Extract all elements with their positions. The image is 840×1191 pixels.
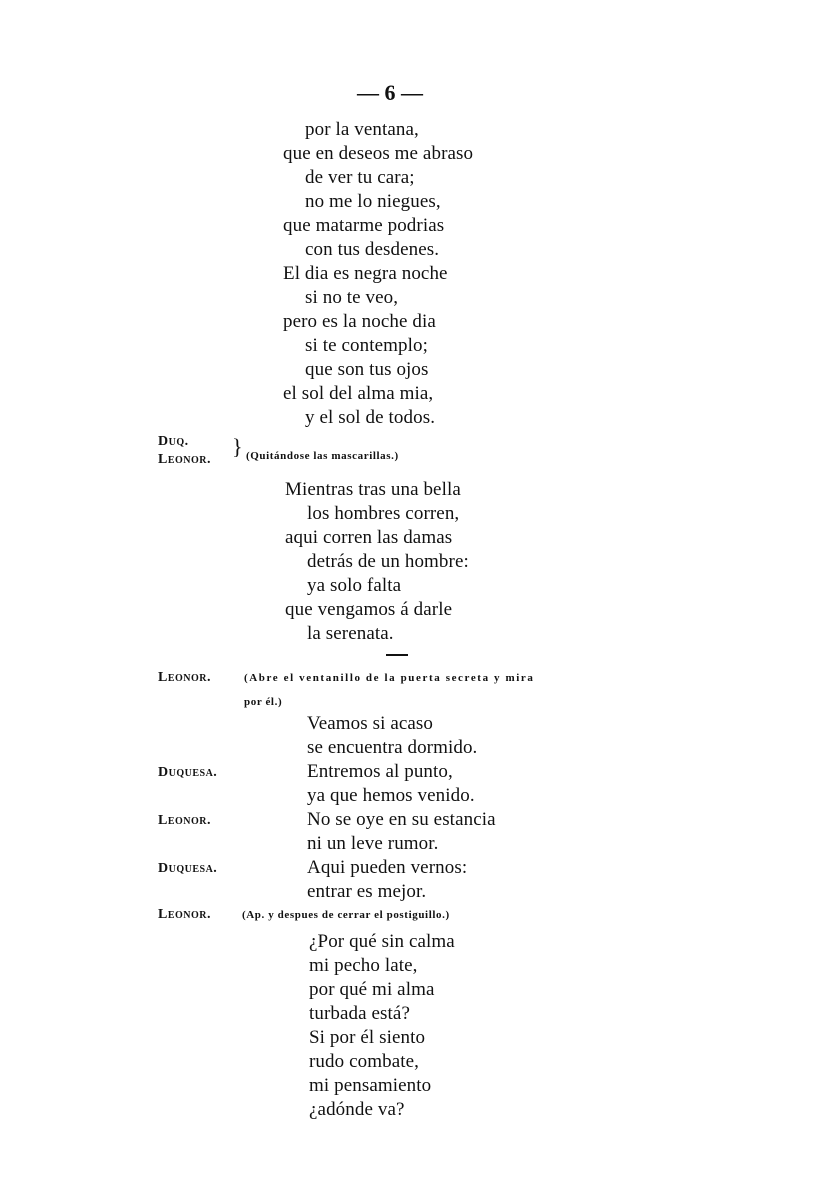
dialogue-line: No se oye en su estancia <box>307 809 496 830</box>
verse-line: detrás de un hombre: <box>307 551 469 572</box>
verse-line: por la ventana, <box>305 119 419 140</box>
speaker-name: Duquesa. <box>158 861 218 876</box>
dialogue-line: ni un leve rumor. <box>307 833 439 854</box>
verse-line: turbada está? <box>309 1003 410 1024</box>
verse-line: aqui corren las damas <box>285 527 453 548</box>
verse-line: que son tus ojos <box>305 359 429 380</box>
dialogue-line: ya que hemos venido. <box>307 785 475 806</box>
verse-line: El dia es negra noche <box>283 263 448 284</box>
verse-line: y el sol de todos. <box>305 407 436 428</box>
stage-direction: (Ap. y despues de cerrar el postiguillo.) <box>242 909 450 921</box>
section-rule <box>386 654 408 656</box>
speaker-name: Leonor. <box>158 813 212 828</box>
verse-line: Si por él siento <box>309 1027 426 1048</box>
verse-line: no me lo niegues, <box>305 191 441 212</box>
stage-direction: (Quitándose las mascarillas.) <box>246 450 399 462</box>
verse-line: ¿Por qué sin calma <box>309 931 455 952</box>
speaker-name: Leonor. <box>158 670 212 685</box>
stage-direction: por él.) <box>244 696 283 708</box>
verse-line: si te contemplo; <box>305 335 428 356</box>
page-number: — 6 — <box>357 80 423 105</box>
verse-line: de ver tu cara; <box>305 167 415 188</box>
verse-line: si no te veo, <box>305 287 399 308</box>
verse-line: mi pensamiento <box>309 1075 432 1096</box>
speaker-name: Leonor. <box>158 452 212 467</box>
verse-line: que vengamos á darle <box>285 599 453 620</box>
stage-direction: (Abre el ventanillo de la puerta secreta y mira <box>244 672 535 684</box>
speaker-name: Duquesa. <box>158 765 218 780</box>
verse-line: Mientras tras una bella <box>285 479 461 500</box>
verse-line: por qué mi alma <box>309 979 435 1000</box>
speaker-name: Duq. <box>158 434 189 449</box>
verse-line: ya solo falta <box>307 575 402 596</box>
verse-line: que en deseos me abraso <box>283 143 474 164</box>
dialogue-line: se encuentra dormido. <box>307 737 478 758</box>
verse-line: pero es la noche dia <box>283 311 436 332</box>
verse-line: mi pecho late, <box>309 955 418 976</box>
verse-line: el sol del alma mia, <box>283 383 434 404</box>
brace-mark: } <box>232 434 243 459</box>
verse-line: rudo combate, <box>309 1051 419 1072</box>
verse-line: que matarme podrias <box>283 215 445 236</box>
dialogue-line: entrar es mejor. <box>307 881 427 902</box>
speaker-name: Leonor. <box>158 907 212 922</box>
dialogue-line: Entremos al punto, <box>307 761 453 782</box>
verse-line: con tus desdenes. <box>305 239 440 260</box>
verse-line: la serenata. <box>307 623 394 644</box>
dialogue-line: Aqui pueden vernos: <box>307 857 468 878</box>
dialogue-line: Veamos si acaso <box>307 713 434 734</box>
verse-line: ¿adónde va? <box>309 1099 405 1120</box>
verse-line: los hombres corren, <box>307 503 460 524</box>
